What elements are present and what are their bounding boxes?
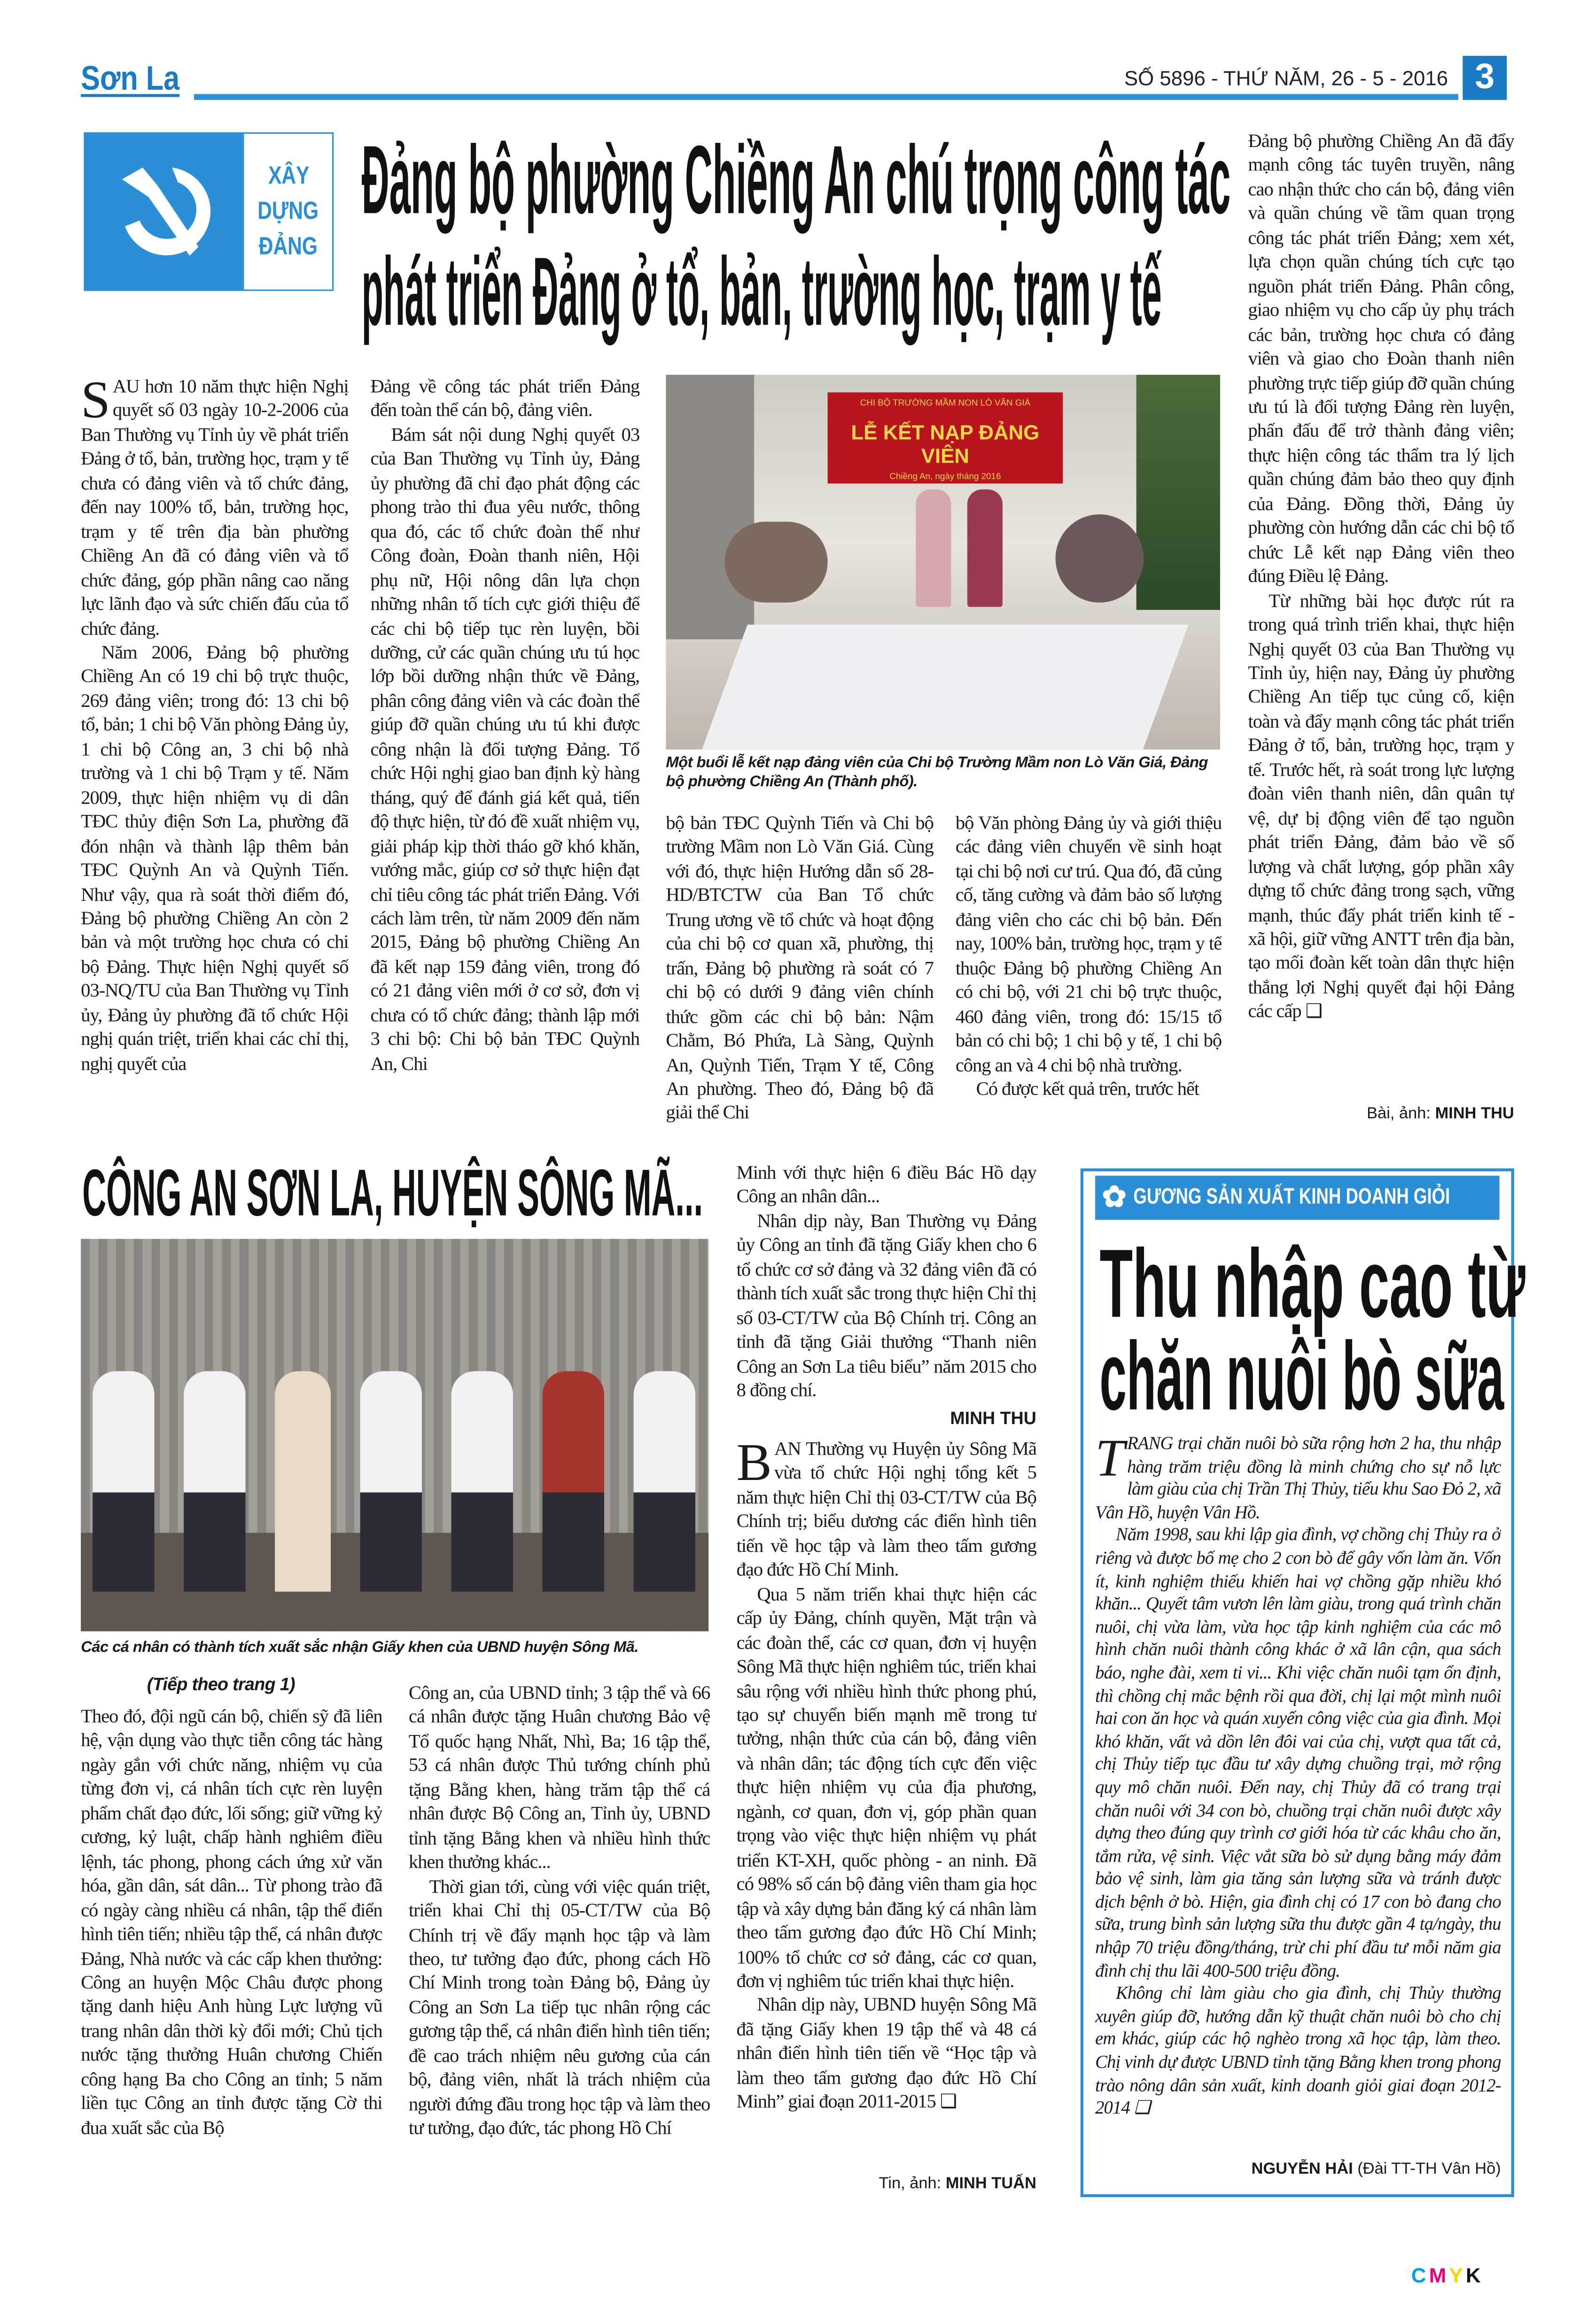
paragraph: Đảng bộ phường Chiềng An đã đẩy mạnh công tác tuyên truyền, nâng cao nhận thức cho cán bộ, đảng viên và quần chúng về tầm quan trọng công tác phát triển Đảng; xem xét, lựa chọn quần chúng tích cực tạo nguồn phát triển Đảng. Phân công, giao nhiệm vụ cho cấp ủy phụ trách các bản, trường học chưa có đảng viên và giao cho Đoàn thanh niên phường trực tiếp giúp đỡ quần chúng ưu tú là đối tượng Đảng rèn luyện, phấn đấu để trở thành đảng viên; thực hiện công tác thẩm tra lý lịch quần chúng đảm bảo theo quy định của Đảng. Đồng thời, Đảng ủy phường còn hướng dẫn các chi bộ tổ chức Lễ kết nạp Đảng viên theo đúng Điều lệ Đảng. bbox=[1248, 129, 1514, 587]
article-column bbox=[81, 1705, 382, 2197]
article-column bbox=[737, 1437, 1036, 2172]
paragraph: AN Thường vụ Huyện ủy Sông Mã vừa tổ chức Hội nghị tổng kết 5 năm thực hiện Chỉ thị 03-CT/TW của Bộ Chính trị; biểu dương các điển hình tiên tiến về học tập và làm theo tấm gương đạo đức Hồ Chí Minh. bbox=[736, 1437, 1036, 1580]
cmyk-c: C bbox=[1411, 2263, 1429, 2287]
paragraph: RANG trại chăn nuôi bò sữa rộng hơn 2 ha, thu nhập hàng trăm triệu đồng là minh chứng cho sự nỗ lực làm giàu của chị Trần Thị Thủy, tiểu khu Sao Đỏ 2, xã Vân Hồ, huyện Vân Hồ. bbox=[1095, 1433, 1501, 1522]
article-column bbox=[956, 811, 1222, 1127]
paragraph: bộ Văn phòng Đảng ủy và giới thiệu các đảng viên chuyển về sinh hoạt tại chi bộ nơi cư trú. Qua đó, đã củng cố, tăng cường và đảm bảo số lượng đảng viên cho các chi bộ bản. Đến nay, 100% bản, trường học, trạm y tế thuộc Đảng bộ phường Chiềng An có chi bộ, với 21 chi bộ trực thuộc, 460 đảng viên, trong đó: 15/15 tổ bản có chi bộ; 1 chi bộ y tế, 1 chi bộ công an và 4 chi bộ nhà trường. bbox=[955, 811, 1222, 1075]
byline-author: NGUYỄN HẢI bbox=[1251, 2160, 1353, 2178]
paragraph: Đảng về công tác phát triển Đảng đến toàn thể cán bộ, đảng viên. bbox=[370, 374, 640, 421]
page-number: 3 bbox=[1463, 56, 1507, 100]
paragraph: Năm 1998, sau khi lập gia đình, vợ chồng chị Thủy ra ở riêng và được bố mẹ cho 2 con bò để gây vốn làm ăn. Vốn ít, kinh nghiệm thiếu khiến hai vợ chồng gặp nhiều khó khăn... Quyết tâm vươn lên làm giàu, trong quá trình chăn nuôi, chị vừa làm, vừa học tập kinh nghiệm của các mô hình chăn nuôi thành công khác ở xã lân cận, qua sách báo, nghe đài, xem ti vi... Khi việc chăn nuôi tạm ổn định, thì chồng chị mắc bệnh rồi qua đời, chị lại một mình nuôi hai con ăn học và quán xuyến công việc của gia đình. Mọi khó khăn, vất vả dồn lên đôi vai của chị, vượt qua tất cả, chị Thủy tiếp tục đầu tư xây dựng chuồng trại, mở rộng quy mô chăn nuôi. Đến nay, chị Thủy đã có trang trại chăn nuôi với 34 con bò, chuồng trại chăn nuôi được xây dựng theo đúng quy trình cơ giới hóa từ các khâu cho ăn, tắm rửa, vệ sinh. Việc vắt sữa bò sử dụng bằng máy đảm bảo vệ sinh, làm gia tăng sản lượng sữa và tránh được dịch bệnh ở bò. Hiện, gia đình chị có 17 con bò đang cho sữa, trung bình sản lượng sữa thu được gần 4 tạ/ngày, thu nhập 70 triệu đồng/tháng, trừ chi phí đầu tư mỗi năm gia đình chị thu lãi 400-500 triệu đồng. bbox=[1095, 1524, 1501, 1981]
photo-wall bbox=[666, 375, 754, 639]
drop-cap: B bbox=[736, 1437, 771, 1492]
drop-cap: S bbox=[81, 374, 110, 429]
photo-people bbox=[725, 522, 828, 603]
article-column bbox=[737, 1161, 1036, 1425]
rubric-line: XÂY bbox=[267, 162, 309, 190]
article-column bbox=[1248, 129, 1514, 1102]
cmyk-marks bbox=[1411, 2263, 1484, 2287]
byline-author: MINH TUẤN bbox=[945, 2175, 1036, 2193]
paragraph: AU hơn 10 năm thực hiện Nghị quyết số 03 ngày 10-2-2006 của Ban Thường vụ Tỉnh ủy về phát triển Đảng ở tổ, bản, trường học, trạm y tế chưa có đảng viên và tổ chức đảng, đến nay 100% tổ, bản, trường học, trạm y tế trên địa bàn phường Chiềng An đã có đảng viên và tổ chức đảng, góp phần nâng cao năng lực lãnh đạo và sức chiến đấu của tổ chức đảng. bbox=[81, 374, 349, 639]
byline bbox=[1248, 1105, 1514, 1123]
headline: CÔNG AN SƠN LA, HUYỆN SÔNG MÃ... bbox=[82, 1155, 703, 1230]
byline bbox=[737, 2175, 1036, 2193]
cmyk-k: K bbox=[1466, 2263, 1484, 2287]
photo-caption: Một buổi lễ kết nạp đảng viên của Chi bộ Trường Mầm non Lò Văn Giá, Đảng bộ phường Chiềng An (Thành phố). bbox=[666, 754, 1208, 791]
byline-author: MINH THU bbox=[1435, 1105, 1514, 1123]
paragraph: Minh với thực hiện 6 điều Bác Hồ dạy Công an nhân dân... bbox=[736, 1161, 1036, 1208]
article-column bbox=[1095, 1433, 1501, 2161]
photo-people bbox=[1056, 514, 1144, 603]
hammer-sickle-icon bbox=[84, 132, 242, 291]
photo-person bbox=[916, 489, 951, 607]
photo-person bbox=[967, 489, 1003, 607]
photo-people-row bbox=[93, 1371, 695, 1591]
photo-caption: Các cá nhân có thành tích xuất sắc nhận Giấy khen của UBND huyện Sông Mã. bbox=[81, 1638, 638, 1657]
paragraph: Nhân dịp này, UBND huyện Sông Mã đã tặng Giấy khen 19 tập thể và 48 cá nhân điển hình tiên tiến về “Học tập và làm theo tấm gương đạo đức Hồ Chí Minh” giai đoạn 2011-2015 ❑ bbox=[736, 1993, 1036, 2113]
article-column bbox=[371, 375, 640, 1127]
paragraph: Thời gian tới, cùng với việc quán triệt, triển khai Chỉ thị 05-CT/TW của Bộ Chính trị về đẩy mạnh học tập và làm theo, tư tưởng đạo đức, phong cách Hồ Chí Minh trong toàn Đảng bộ, Đảng ủy Công an Sơn La tiếp tục nhân rộng các gương tập thể, cá nhân điển hình tiên tiến; đề cao trách nhiệm nêu gương của cán bộ, đảng viên, nhất là trách nhiệm của người đứng đầu trong học tập và làm theo tư tưởng, đạo đức, tác phong Hồ Chí bbox=[408, 1875, 710, 2139]
flower-icon: ✿ bbox=[1102, 1181, 1127, 1214]
paragraph: Có được kết quả trên, trước hết bbox=[976, 1077, 1199, 1100]
feature-banner bbox=[1095, 1176, 1499, 1220]
cmyk-m: M bbox=[1429, 2263, 1449, 2287]
photo-table bbox=[702, 625, 1189, 750]
paragraph: Năm 2006, Đảng bộ phường Chiềng An có 19 chi bộ trực thuộc, 269 đảng viên; trong đó: 13 chi bộ tổ, bản; 1 chi bộ Văn phòng Đảng ủy, 1 chi bộ Công an, 3 chi bộ nhà trường và 1 chi bộ Trạm y tế. Năm 2009, thực hiện nhiệm vụ di dân TĐC thủy điện Sơn La, phường đã đón nhận và thành lập thêm bản TĐC Quỳnh An và Quỳnh Tiến. Như vậy, qua rà soát thời điểm đó, Đảng bộ phường Chiềng An còn 2 bản và một trường học chưa có chi bộ Đảng. Thực hiện Nghị quyết số 03-NQ/TU của Ban Thường vụ Tỉnh ủy, Đảng ủy phường đã tổ chức Hội nghị quán triệt, triển khai các chỉ thị, nghị quyết của bbox=[81, 641, 349, 1074]
paragraph: Nhân dịp này, Ban Thường vụ Đảng ủy Công an tỉnh đã tặng Giấy khen cho 6 tổ chức cơ sở đảng và 32 đảng viên đã có thành tích xuất sắc trong thực hiện Chỉ thị số 03-CT/TW của Bộ Chính trị. Công an tỉnh đã tặng Giải thưởng “Thanh niên Công an Sơn La tiêu biểu” năm 2015 cho 8 đồng chí. bbox=[736, 1209, 1036, 1401]
byline-prefix: Tin, ảnh: bbox=[879, 2175, 941, 2193]
paragraph: Qua 5 năm triển khai thực hiện các cấp ủy Đảng, chính quyền, Mặt trận và các đoàn thể, các cơ quan, đơn vị huyện Sông Mã thực hiện nghiêm túc, triển khai sâu rộng với nhiều hình thức phong phú, tạo sự chuyển biến mạnh mẽ trong tư tưởng, nhận thức của cán bộ, đảng viên và nhân dân; tác động tích cực đến việc thực hiện nhiệm vụ của địa phương, ngành, cơ quan, đơn vị, góp phần quan trọng vào việc thực hiện nhiệm vụ phát triển KT-XH, quốc phòng - an ninh. Đã có 98% số cán bộ đảng viên tham gia học tập và xây dựng bản đăng ký cá nhân làm theo tấm gương đạo đức Hồ Chí Minh; 100% tổ chức cơ sở đảng, các cơ quan, đơn vị nghiêm túc triển khai thực hiện. bbox=[736, 1582, 1036, 1991]
paragraph: Công an, của UBND tỉnh; 3 tập thể và 66 cá nhân được tặng Huân chương Bảo vệ Tổ quốc hạng Nhất, Nhì, Ba; 16 tập thể, 53 cá nhân được Thủ tướng chính phủ tặng Bằng khen, hàng trăm tập thể cá nhân được Bộ Công an, Tỉnh ủy, UBND tỉnh tặng Bằng khen và nhiều hình thức khen thưởng khác... bbox=[408, 1681, 710, 1873]
banner-text: GƯƠNG SẢN XUẤT KINH DOANH GIỎI bbox=[1133, 1184, 1450, 1210]
article-column bbox=[666, 811, 933, 1127]
headline-line: Thu nhập cao từ bbox=[1099, 1228, 1525, 1338]
byline bbox=[1095, 2161, 1501, 2178]
byline-source: (Đài TT-TH Vân Hồ) bbox=[1357, 2160, 1501, 2178]
issue-info: SỐ 5896 - THỨ NĂM, 26 - 5 - 2016 bbox=[1124, 66, 1448, 90]
banner-title: LỄ KẾT NẠP ĐẢNG VIÊN bbox=[851, 420, 1040, 468]
photo-banner bbox=[828, 392, 1063, 483]
banner-small: CHI BỘ TRƯỜNG MẦM NON LÒ VĂN GIÁ bbox=[860, 400, 1031, 409]
byline: MINH THU bbox=[950, 1408, 1036, 1429]
headline-line: phát triển Đảng ở tổ, bản, trường học, trạm y tế bbox=[361, 236, 1162, 346]
drop-cap: T bbox=[1095, 1433, 1124, 1487]
article-column bbox=[81, 375, 348, 1127]
continued-note: (Tiếp theo trang 1) bbox=[147, 1673, 295, 1695]
article-column bbox=[409, 1681, 710, 2199]
photo-ceremony bbox=[666, 375, 1220, 750]
photo-tree bbox=[1136, 375, 1220, 610]
rubric-line: ĐẢNG bbox=[258, 232, 318, 260]
headline-line: Đảng bộ phường Chiềng An chú trọng công tác bbox=[361, 124, 1231, 234]
photo-award-ceremony bbox=[81, 1239, 708, 1631]
header-rule bbox=[194, 94, 1458, 100]
headline-line: chăn nuôi bò sữa bbox=[1099, 1321, 1504, 1430]
rubric-line: DỰNG bbox=[257, 197, 319, 225]
section-name: Sơn La bbox=[81, 59, 180, 97]
banner-date: Chiềng An, ngày tháng 2016 bbox=[889, 473, 1001, 482]
paragraph: Bám sát nội dung Nghị quyết 03 của Ban Thường vụ Tỉnh ủy, Đảng ủy phường đã chỉ đạo phát động các phong trào thi đua yêu nước, thông qua đó, các tổ chức đoàn thể như Công đoàn, Đoàn thanh niên, Hội phụ nữ, Hội nông dân lựa chọn những nhân tố tích cực giới thiệu để các chi bộ tiếp tục rèn luyện, bồi dưỡng, cử các quần chúng ưu tú học lớp bồi dưỡng nhận thức về Đảng, phân công đảng viên và các đoàn thể giúp đỡ quần chúng ưu tú khi được công nhận là đối tượng Đảng. Tổ chức Hội nghị giao ban định kỳ hàng tháng, quý để đánh giá kết quả, tiến độ thực hiện, từ đó đề xuất nhiệm vụ, giải pháp kịp thời tháo gỡ khó khăn, vướng mắc, giúp cơ sở thực hiện đạt chỉ tiêu công tác phát triển Đảng. Với cách làm trên, từ năm 2009 đến năm 2015, Đảng bộ phường Chiềng An đã kết nạp 159 đảng viên, trong đó có 21 đảng viên mới ở cơ sở, đơn vị chưa có tổ chức đảng; thành lập mới 3 chi bộ: Chi bộ bản TĐC Quỳnh An, Chi bbox=[370, 423, 640, 1074]
paragraph: Từ những bài học được rút ra trong quá trình triển khai, thực hiện Nghị quyết 03 của Ban Thường vụ Tỉnh ủy, hiện nay, Đảng ủy phường Chiềng An tiếp tục củng cố, kiện toàn và đẩy mạnh công tác phát triển Đảng ở tổ, bản, trường học, trạm y tế. Trước hết, rà soát trong lực lượng đoàn viên thanh niên, dân quân tự vệ, dự bị động viên để tạo nguồn phát triển Đảng, đảm bảo về số lượng và chất lượng, góp phần xây dựng tổ chức đảng trong sạch, vững mạnh, thúc đẩy phát triển kinh tế - xã hội, giữ vững ANTT trên địa bàn, tạo mối đoàn kết toàn dân thực hiện thắng lợi Nghị quyết đại hội Đảng các cấp ❑ bbox=[1248, 589, 1514, 1022]
paragraph: Theo đó, đội ngũ cán bộ, chiến sỹ đã liên hệ, vận dụng vào thực tiễn công tác hàng ngày gắn với chức năng, nhiệm vụ của từng đơn vị, cá nhân tích cực rèn luyện phẩm chất đạo đức, lối sống; giữ vững kỷ cương, kỷ luật, chấp hành nghiêm điều lệnh, tác phong, phong cách ứng xử văn hóa, gần dân, sát dân... Từ phong trào đã có ngày càng nhiều cá nhân, tập thể điển hình tiên tiến; nhiều tập thể, cá nhân được Đảng, Nhà nước và các cấp khen thưởng: Công an huyện Mộc Châu được phong tặng danh hiệu Anh hùng Lực lượng vũ trang nhân dân thời kỳ đổi mới; Chủ tịch nước tặng thưởng Huân chương Chiến công hạng Ba cho Công an tỉnh; 5 năm liền tục Công an tỉnh được tặng Cờ thi đua xuất sắc của Bộ bbox=[81, 1704, 382, 2138]
paragraph: Không chỉ làm giàu cho gia đình, chị Thủy thường xuyên giúp đỡ, hướng dẫn kỹ thuật chăn nuôi bò cho chị em khác, giúp các hộ nghèo trong xã học tập, làm theo. Chị vinh dự được UBND tỉnh tặng Bằng khen trong phong trào nông dân sản xuất, kinh doanh giỏi giai đoạn 2012-2014 ❑ bbox=[1095, 1983, 1501, 2118]
cmyk-y: Y bbox=[1449, 2263, 1466, 2287]
rubric-label bbox=[242, 132, 334, 291]
byline-prefix: Bài, ảnh: bbox=[1367, 1105, 1431, 1123]
paragraph: bộ bản TĐC Quỳnh Tiến và Chi bộ trường Mầm non Lò Văn Giá. Cùng với đó, thực hiện Hướng dẫn số 28-HD/BTCTW của Ban Tổ chức Trung ương về tổ chức và hoạt động của chi bộ cơ quan xã, phường, thị trấn, Đảng bộ phường rà soát có 7 chi bộ có dưới 9 đảng viên chính thức gồm các chi bộ bản: Nậm Chằm, Bó Phứa, Là Sàng, Quỳnh An, Quỳnh Tiến, Trạm Y tế, Công An phường. Theo đó, Đảng bộ đã giải thể Chi bbox=[666, 811, 934, 1123]
